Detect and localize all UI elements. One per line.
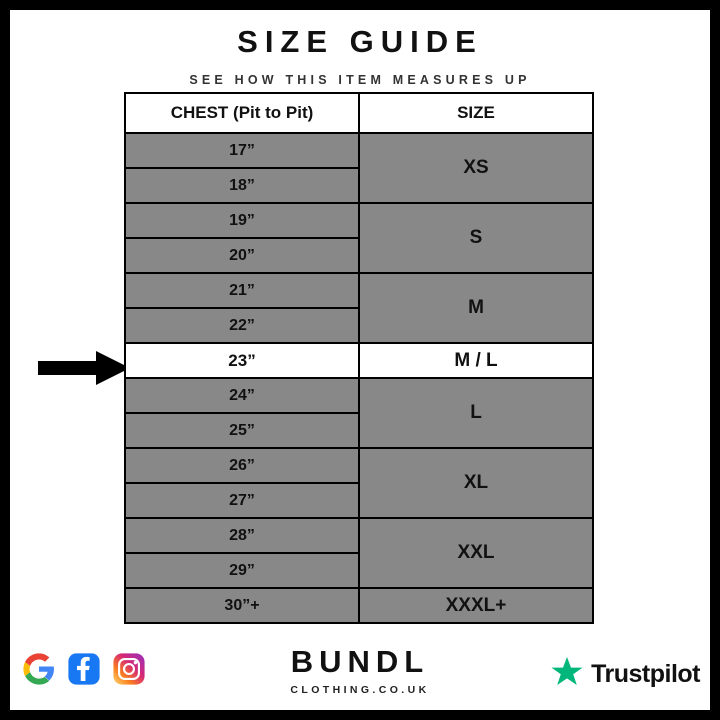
- size-table: [124, 92, 594, 624]
- table-row: [125, 518, 593, 553]
- size-table-wrap: [124, 92, 594, 624]
- brand-name: BUNDL: [290, 644, 430, 679]
- chest-value-selected: 23”: [125, 343, 359, 378]
- table-row: [125, 203, 593, 238]
- trustpilot-label: Trustpilot: [591, 660, 700, 688]
- chest-value: 26”: [125, 448, 359, 483]
- table-header-row: [125, 93, 593, 133]
- table-row: [125, 133, 593, 168]
- chest-value: 25”: [125, 413, 359, 448]
- table-row-highlighted: [125, 343, 593, 378]
- size-value: M: [359, 273, 593, 343]
- table-row: [125, 378, 593, 413]
- size-guide-card: [10, 10, 710, 710]
- size-value: L: [359, 378, 593, 448]
- size-value: S: [359, 203, 593, 273]
- chest-value: 21”: [125, 273, 359, 308]
- chest-value: 19”: [125, 203, 359, 238]
- chest-value: 22”: [125, 308, 359, 343]
- chest-value: 28”: [125, 518, 359, 553]
- chest-value: 27”: [125, 483, 359, 518]
- trustpilot-star-icon: [551, 656, 583, 693]
- chest-value: 20”: [125, 238, 359, 273]
- page-subtitle: SEE HOW THIS ITEM MEASURES UP: [189, 73, 531, 87]
- column-header-size: SIZE: [359, 93, 593, 133]
- table-row: [125, 448, 593, 483]
- column-header-chest: CHEST (Pit to Pit): [125, 93, 359, 133]
- trustpilot-logo[interactable]: [551, 656, 700, 693]
- chest-value: 24”: [125, 378, 359, 413]
- arrow-right-icon: [38, 350, 130, 386]
- chest-value: 18”: [125, 168, 359, 203]
- size-value: XL: [359, 448, 593, 518]
- chest-value: 17”: [125, 133, 359, 168]
- size-value: XXL: [359, 518, 593, 588]
- page-title: SIZE GUIDE: [237, 24, 483, 59]
- table-row: [125, 273, 593, 308]
- chest-value: 29”: [125, 553, 359, 588]
- size-value-selected: M / L: [359, 343, 593, 378]
- size-value: XXXL+: [359, 588, 593, 623]
- brand-domain: CLOTHING.CO.UK: [290, 684, 430, 696]
- footer: [10, 638, 710, 710]
- table-row: [125, 588, 593, 623]
- size-value: XS: [359, 133, 593, 203]
- chest-value: 30”+: [125, 588, 359, 623]
